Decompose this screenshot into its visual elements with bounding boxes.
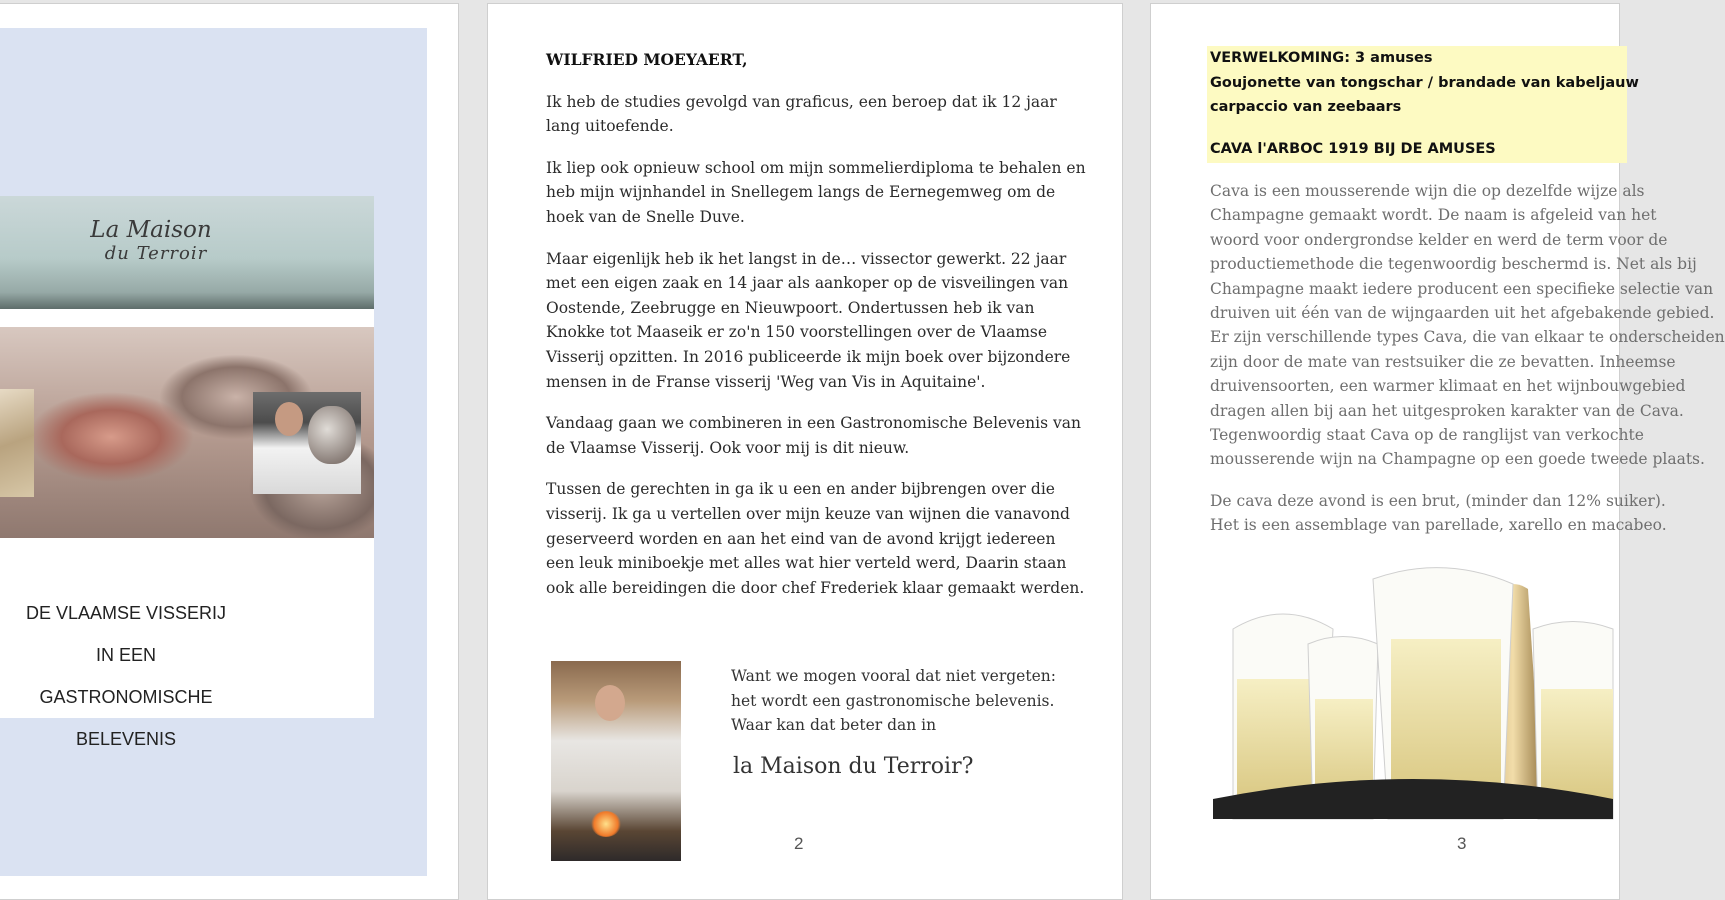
paragraph: Maar eigenlijk heb ik het langst in de… vissector gewerkt. 22 jaar met een eigen zaak en 14 jaar als aankoper op de visveilingen van Oostende, Zeebrugge en Nieuwpoort. Ondertussen heb ik van Knokke tot Maaseik er zo'n 150 voorstellingen over de Vlaamse Visserij opzitten. In 2016 publiceerde ik mijn boek over bijzondere mensen in de Franse visserij 'Weg van Vis in Aquitaine'.	[546, 249, 1071, 391]
paragraph: Ik heb de studies gevolgd van graficus, een beroep dat ik 12 jaar lang uitoefende.	[546, 92, 1057, 136]
page-number: 2	[794, 834, 804, 853]
page-1-cover	[0, 3, 459, 900]
chef-flambe-photo	[551, 661, 681, 861]
menu-highlight	[1207, 46, 1639, 163]
fisherman-photo	[253, 392, 361, 494]
body-line: woord voor ondergrondse kelder en werd de term voor de	[1210, 230, 1668, 249]
side-line: Want we mogen vooral dat niet vergeten:	[731, 667, 1056, 685]
body-line: mousserende wijn na Champagne op een goede tweede plaats.	[1210, 450, 1705, 469]
body-line: Champagne maakt iedere producent een specifieke selectie van	[1210, 279, 1714, 298]
paragraph: Tussen de gerechten in ga ik u een en ander bijbrengen over die visserij. Ik ga u vertellen over mijn keuze van wijnen die vanavond geserveerd worden en aan het eind van de avond krijgt iedereen een leuk miniboekje met alles wat hier verteld werd, Daarin staan ook alle bereidingen die door chef Frederiek klaar gemaakt werden.	[546, 480, 1085, 597]
body-line: Tegenwoordig staat Cava op de ranglijst van verkochte	[1210, 426, 1644, 445]
side-text	[731, 664, 1071, 738]
side-line: het wordt een gastronomische belevenis.	[731, 691, 1055, 710]
body-line: Cava is een mousserende wijn die op dezelfde wijze als	[1210, 182, 1645, 200]
page-2[interactable]	[487, 3, 1123, 900]
menu-line: carpaccio van zeebaars	[1210, 99, 1402, 115]
menu-line: VERWELKOMING: 3 amuses	[1210, 50, 1433, 66]
cover-title-line: GASTRONOMISCHE BELEVENIS	[39, 687, 213, 749]
body-line: productiemethode die tegenwoordig beschermd is. Net als bij	[1210, 255, 1697, 274]
side-line: Waar kan dat beter dan in	[731, 716, 937, 735]
page-number: 3	[1457, 834, 1467, 853]
logo-banner-image	[0, 196, 374, 309]
body-line: Er zijn verschillende types Cava, die van elkaar te onderscheiden	[1210, 328, 1725, 347]
body-line: druiven uit één van de wijngaarden uit het afgebakende gebied.	[1210, 304, 1715, 323]
body-line: Champagne gemaakt wordt. De naam is afgeleid van het	[1210, 206, 1657, 225]
cover-title-line: DE VLAAMSE VISSERIJ	[25, 603, 227, 623]
cover-title-line: IN EEN	[95, 645, 156, 665]
cover-title	[0, 592, 261, 749]
cava-heading: CAVA l'ARBOC 1919 BIJ DE AMUSES	[1210, 140, 1496, 157]
page-3[interactable]	[1150, 3, 1725, 900]
cava-description	[1210, 179, 1725, 555]
body-line: zijn door de mate van restsuiker die ze bevatten. Inheemse	[1210, 352, 1676, 371]
la-maison-du-terroir-logo: La Maison du Terroir	[90, 217, 212, 264]
body-line: dragen allen bij aan het uitgesproken karakter van de Cava.	[1210, 401, 1684, 420]
body-line: Het is een assemblage van parellade, xarello en macabeo.	[1210, 516, 1667, 535]
maison-tagline: la Maison du Terroir?	[733, 754, 974, 779]
author-heading: WILFRIED MOEYAERT,	[546, 50, 748, 69]
cover-panel	[0, 196, 374, 749]
fish-left-photo	[0, 389, 34, 497]
fish-photo	[0, 327, 374, 538]
body-line: De cava deze avond is een brut, (minder dan 12% suiker).	[1210, 491, 1666, 510]
body-line: druivensoorten, een warmer klimaat en het wijnbouwgebied	[1210, 377, 1686, 396]
paragraph: Vandaag gaan we combineren in een Gastronomische Belevenis van de Vlaamse Visserij. Ook voor mij is dit nieuw.	[546, 414, 1081, 457]
menu-line: Goujonette van tongschar / brandade van kabeljauw	[1210, 74, 1639, 91]
paragraph: Ik liep ook opnieuw school om mijn sommelierdiploma te behalen en heb mijn wijnhandel in Snellegem langs de Eernegemweg om de hoek van de Snelle Duve.	[546, 158, 1086, 226]
champagne-glasses-image	[1213, 559, 1613, 819]
page-2-body[interactable]	[546, 48, 1086, 617]
